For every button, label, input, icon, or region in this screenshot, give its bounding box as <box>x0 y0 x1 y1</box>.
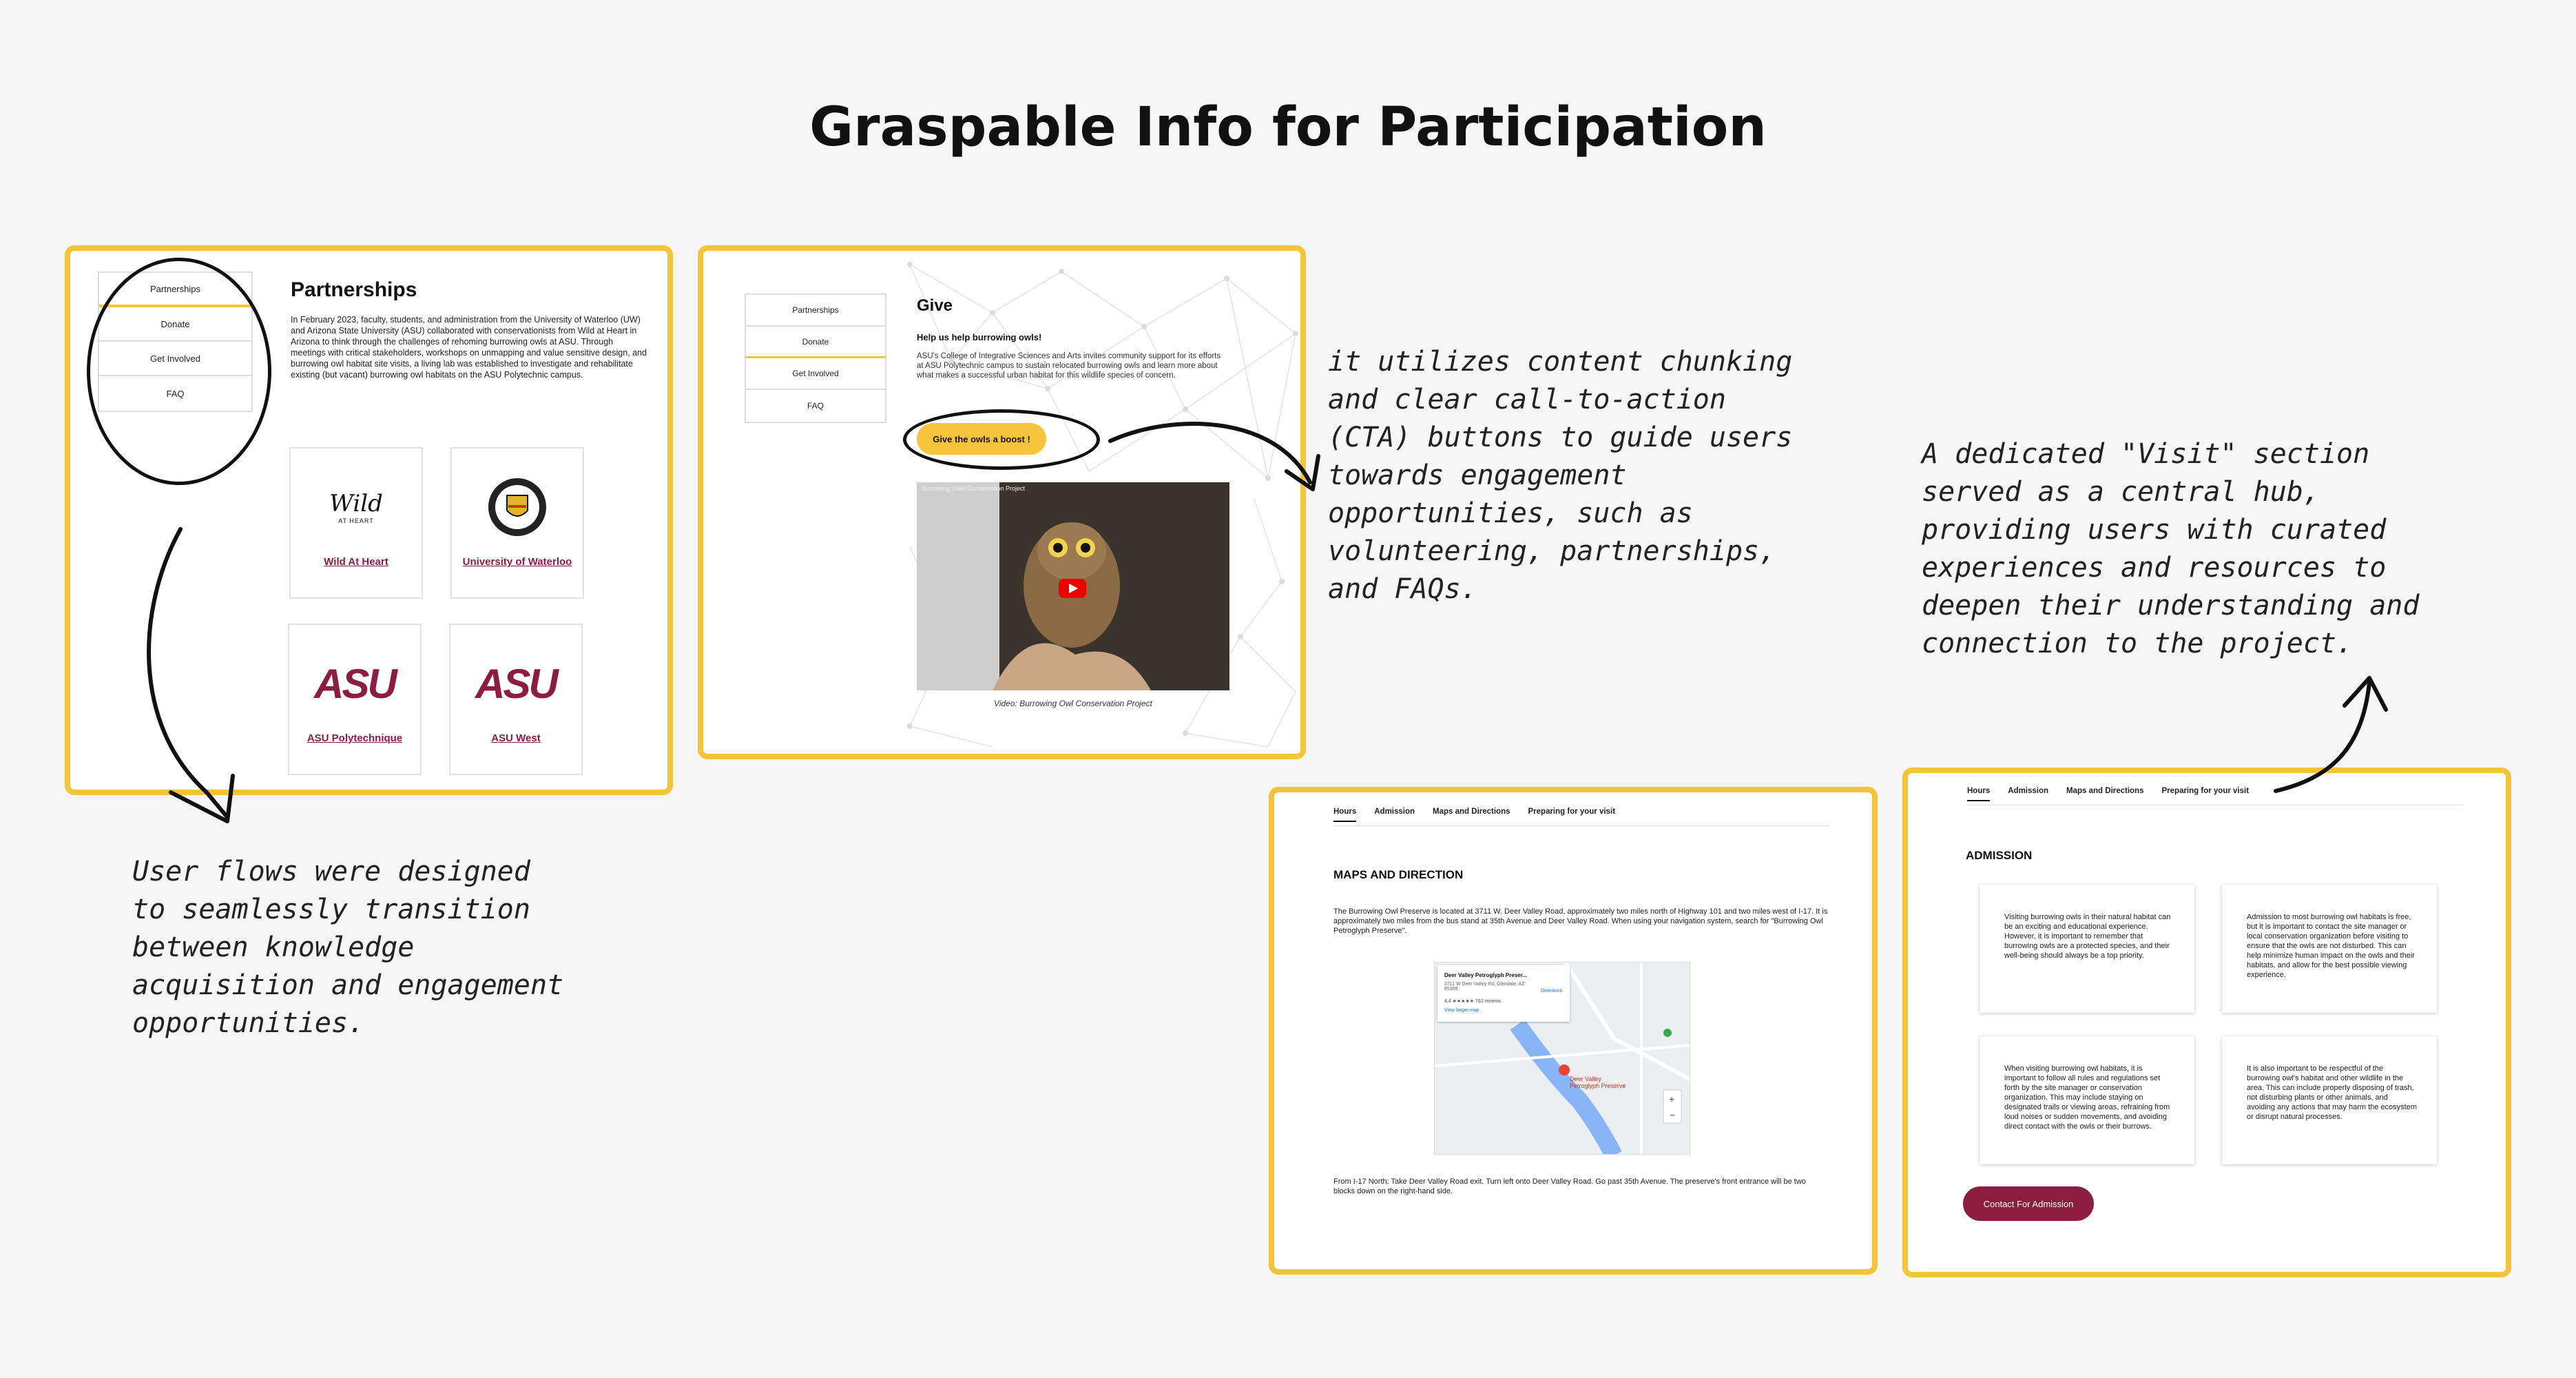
wild-at-heart-logo: Wild AT HEART <box>329 490 383 524</box>
map-directions-link[interactable]: Directions <box>1541 989 1563 994</box>
nav-item-donate[interactable]: Donate <box>99 307 251 342</box>
waterloo-seal-icon <box>452 469 583 545</box>
map-rating: 4.4 ★★★★★ 762 reviews <box>1444 999 1502 1004</box>
nav-item-get-involved[interactable]: Get Involved <box>746 358 885 390</box>
give-card <box>698 245 1306 759</box>
admission-info-box <box>1980 885 2194 1013</box>
asu-logo: ASU <box>475 660 557 707</box>
tab-maps-directions[interactable]: Maps and Directions <box>2066 787 2144 795</box>
partnerships-paragraph: In February 2023, faculty, students, and administration from the University of Waterloo (UW) and Arizona State University (ASU) collaborated with conservationists from Wild at Heart in Arizona to think through the challenges of rehoming burrowing owls at ASU. Through meetings with critical stakeholders, workshops on unmapping and value sensitive design, and burrowing owl habitat site visits, a living lab was established to investigate and rehabilitate existing (but vacant) burrowing owl habitats on the ASU Polytechnic campus. <box>291 315 647 380</box>
nav-item-faq[interactable]: FAQ <box>807 401 824 411</box>
map-info-panel <box>1437 965 1570 1022</box>
partner-card-waterloo[interactable] <box>450 447 584 599</box>
side-nav <box>745 294 886 423</box>
partner-link-waterloo[interactable]: University of Waterloo <box>462 556 572 568</box>
video-caption: Video: Burrowing Owl Conservation Project <box>994 699 1152 708</box>
partner-link-wild-at-heart[interactable]: Wild At Heart <box>324 556 388 568</box>
map-pin-label: Deer Valley Petroglyph Preserve <box>1570 1076 1626 1089</box>
tab-divider <box>1333 825 1829 826</box>
tab-admission[interactable]: Admission <box>1374 808 1415 816</box>
visit-tabs <box>1967 787 2249 801</box>
admission-info-text: When visiting burrowing owl habitats, it is important to follow all rules and regulations set forth by the site manager or conservation organization. This may include staying on designated trails or viewing areas, refraining from loud noises or sudden movements, and avoiding direct contact with the owls or their burrows. <box>2004 1065 2170 1131</box>
admission-heading: ADMISSION <box>1966 849 2033 862</box>
admission-info-text: Admission to most burrowing owl habitats is free, but it is important to contact the site manager or local conservation organization before visiting to ensure that the owls are not disturbed. This can help minimize human impact on the owls and their habitats, and allow for the best possible viewing experience. <box>2247 913 2415 979</box>
contact-admission-button[interactable]: Contact For Admission <box>1963 1186 2094 1221</box>
tab-preparing-visit[interactable]: Preparing for your visit <box>1528 808 1616 816</box>
partnerships-heading: Partnerships <box>291 278 417 301</box>
give-subheading: Help us help burrowing owls! <box>917 332 1042 342</box>
partnerships-card <box>65 245 673 795</box>
video-player[interactable] <box>917 482 1229 690</box>
partner-link-asu-west[interactable]: ASU West <box>491 732 541 744</box>
highlight-circle <box>87 258 271 485</box>
svg-text:−: − <box>1670 1109 1676 1120</box>
embedded-map[interactable] <box>1434 962 1690 1155</box>
admission-info-box <box>2222 885 2437 1013</box>
admission-card <box>1902 768 2511 1277</box>
maps-paragraph: The Burrowing Owl Preserve is located at 3711 W. Deer Valley Road, approximately two miles north of Highway 101 and two miles west of I-17. It is approximately two miles from the bus stand at 35th Avenue and Deer Valley Road. When using your navigation system, search for "Burrowing Owl Petroglyph Preserve". <box>1333 907 1828 935</box>
tab-maps-directions[interactable]: Maps and Directions <box>1433 808 1510 816</box>
maps-card <box>1269 787 1878 1275</box>
page-title: Graspable Info for Participation <box>809 96 1767 158</box>
partner-card-wild-at-heart[interactable] <box>289 447 423 599</box>
nav-item-donate[interactable]: Donate <box>746 327 885 358</box>
nav-item-partnerships[interactable]: Partnerships <box>99 273 251 307</box>
nav-item-faq[interactable]: FAQ <box>166 388 185 399</box>
annotation-content-chunking: it utilizes content chunking and clear call-to-action (CTA) buttons to guide users towards engagement opportunities, such as volunteering, partnerships, and FAQs. <box>1328 346 1793 605</box>
nav-item-get-involved[interactable]: Get Involved <box>99 342 251 376</box>
highlight-circle <box>903 409 1100 470</box>
play-icon[interactable] <box>1059 579 1086 598</box>
nav-item-partnerships[interactable]: Partnerships <box>746 295 885 327</box>
map-place-name: Deer Valley Petroglyph Preser... <box>1444 972 1528 978</box>
annotation-user-flows: User flows were designed to seamlessly transition between knowledge acquisition and engagement opportunities. <box>132 856 564 1039</box>
partner-card-asu-poly[interactable] <box>288 624 422 775</box>
admission-info-text: Visiting burrowing owls in their natural habitat can be an exciting and educational experience. However, it is important to remember that burrowing owls are a protected species, and their well-being should always be a top priority. <box>2004 913 2171 960</box>
svg-text:+: + <box>1669 1093 1675 1104</box>
partner-link-asu-poly[interactable]: ASU Polytechnique <box>307 732 403 744</box>
give-boost-button[interactable]: Give the owls a boost ! <box>917 423 1046 455</box>
tab-preparing-visit[interactable]: Preparing for your visit <box>2161 787 2250 795</box>
give-heading: Give <box>917 296 953 315</box>
admission-info-text: It is also important to be respectful of the burrowing owl's habitat and other wildlife in the area. This can include properly disposing of trash, not disturbing plants or other animals, and avoiding any actions that may harm the ecosystem or disrupt natural processes. <box>2247 1065 2418 1121</box>
maps-heading: MAPS AND DIRECTION <box>1333 868 1464 881</box>
give-paragraph: ASU's College of Integrative Sciences and Arts invites community support for its efforts at ASU Polytechnic campus to sustain relocated burrowing owls and learn more about what makes a successful urban habitat for this wildlife species of concern. <box>917 352 1221 380</box>
tab-admission[interactable]: Admission <box>2008 787 2049 795</box>
arrow-up-icon <box>2345 678 2386 710</box>
annotation-visit-section: A dedicated "Visit" section served as a central hub, providing users with curated experiences and resources to deepen their understanding and connection to the project. <box>1922 438 2420 659</box>
video-title: Burrowing Owls Conservation Project <box>922 485 1026 492</box>
tab-hours[interactable]: Hours <box>1967 787 1990 801</box>
maps-directions-text: From I-17 North: Take Deer Valley Road exit. Turn left onto Deer Valley Road. Go past 35th Avenue. The preserve's front entrance will be two blocks down on the right-hand side. <box>1333 1178 1806 1195</box>
map-address: 3711 W Deer Valley Rd, Glendale, AZ 85308 <box>1444 982 1525 991</box>
admission-info-box <box>2222 1036 2437 1164</box>
asu-logo: ASU <box>314 660 395 707</box>
admission-info-box <box>1980 1036 2194 1164</box>
visit-tabs <box>1333 808 1615 822</box>
view-larger-map-link[interactable]: View larger map <box>1444 1008 1479 1013</box>
tab-hours[interactable]: Hours <box>1333 808 1356 822</box>
partner-card-asu-west[interactable] <box>449 624 583 775</box>
